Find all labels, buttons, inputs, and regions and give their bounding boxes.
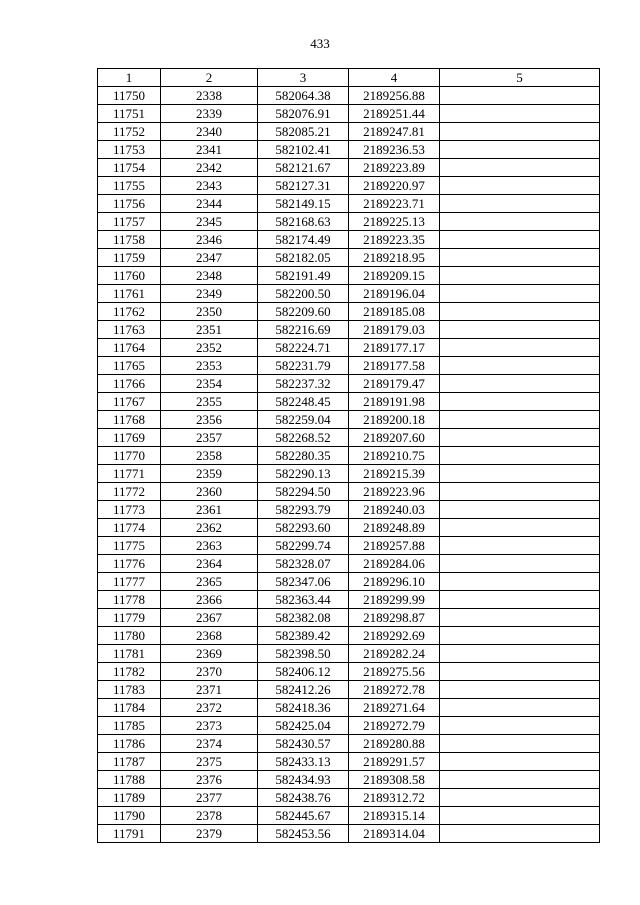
table-row — [98, 249, 600, 267]
table-cell-col-5 — [440, 123, 600, 141]
table-cell-col-4: 2189308.58 — [349, 771, 440, 789]
table-cell-col-4: 2189299.99 — [349, 591, 440, 609]
table-cell-col-2: 2340 — [161, 123, 258, 141]
column-header-1: 1 — [98, 69, 161, 87]
table-cell-col-4: 2189207.60 — [349, 429, 440, 447]
table-row — [98, 501, 600, 519]
table-cell-col-1: 11763 — [98, 321, 161, 339]
table-cell-col-3: 582200.50 — [258, 285, 349, 303]
table-cell-col-1: 11750 — [98, 87, 161, 105]
table-cell-col-5 — [440, 177, 600, 195]
table-cell-col-5 — [440, 807, 600, 825]
table-cell-col-4: 2189210.75 — [349, 447, 440, 465]
table-cell-col-4: 2189209.15 — [349, 267, 440, 285]
table-cell-col-4: 2189200.18 — [349, 411, 440, 429]
table-cell-col-1: 11791 — [98, 825, 161, 843]
table-cell-col-2: 2338 — [161, 87, 258, 105]
table-cell-col-4: 2189315.14 — [349, 807, 440, 825]
table-cell-col-2: 2367 — [161, 609, 258, 627]
table-cell-col-5 — [440, 357, 600, 375]
table-cell-col-4: 2189312.72 — [349, 789, 440, 807]
table-cell-col-4: 2189282.24 — [349, 645, 440, 663]
table-cell-col-1: 11756 — [98, 195, 161, 213]
table-cell-col-5 — [440, 285, 600, 303]
table-cell-col-2: 2374 — [161, 735, 258, 753]
table-cell-col-1: 11774 — [98, 519, 161, 537]
table-cell-col-2: 2352 — [161, 339, 258, 357]
table-cell-col-1: 11768 — [98, 411, 161, 429]
table-cell-col-5 — [440, 249, 600, 267]
table-cell-col-4: 2189223.96 — [349, 483, 440, 501]
table-cell-col-5 — [440, 501, 600, 519]
table-cell-col-1: 11789 — [98, 789, 161, 807]
table-row — [98, 627, 600, 645]
table-cell-col-3: 582076.91 — [258, 105, 349, 123]
table-row — [98, 231, 600, 249]
table-cell-col-2: 2361 — [161, 501, 258, 519]
table-cell-col-3: 582064.38 — [258, 87, 349, 105]
table-cell-col-1: 11777 — [98, 573, 161, 591]
table-cell-col-2: 2369 — [161, 645, 258, 663]
table-cell-col-5 — [440, 645, 600, 663]
table-row — [98, 339, 600, 357]
table-cell-col-1: 11765 — [98, 357, 161, 375]
table-cell-col-4: 2189292.69 — [349, 627, 440, 645]
table-cell-col-5 — [440, 717, 600, 735]
table-cell-col-5 — [440, 627, 600, 645]
table-cell-col-1: 11780 — [98, 627, 161, 645]
table-cell-col-3: 582299.74 — [258, 537, 349, 555]
table-cell-col-3: 582425.04 — [258, 717, 349, 735]
table-cell-col-5 — [440, 339, 600, 357]
table-row — [98, 87, 600, 105]
table-cell-col-3: 582149.15 — [258, 195, 349, 213]
table-cell-col-2: 2366 — [161, 591, 258, 609]
table-row — [98, 645, 600, 663]
table-cell-col-5 — [440, 159, 600, 177]
table-cell-col-4: 2189191.98 — [349, 393, 440, 411]
table-cell-col-1: 11760 — [98, 267, 161, 285]
table-cell-col-4: 2189271.64 — [349, 699, 440, 717]
table-cell-col-4: 2189251.44 — [349, 105, 440, 123]
table-cell-col-1: 11766 — [98, 375, 161, 393]
table-cell-col-3: 582438.76 — [258, 789, 349, 807]
table-cell-col-4: 2189223.35 — [349, 231, 440, 249]
table-row — [98, 591, 600, 609]
table-cell-col-1: 11753 — [98, 141, 161, 159]
table-cell-col-2: 2353 — [161, 357, 258, 375]
table-cell-col-2: 2373 — [161, 717, 258, 735]
table-cell-col-4: 2189218.95 — [349, 249, 440, 267]
table-cell-col-5 — [440, 141, 600, 159]
table-cell-col-2: 2364 — [161, 555, 258, 573]
table-cell-col-5 — [440, 465, 600, 483]
column-header-5: 5 — [440, 69, 600, 87]
table-cell-col-2: 2363 — [161, 537, 258, 555]
table-cell-col-2: 2348 — [161, 267, 258, 285]
table-cell-col-3: 582268.52 — [258, 429, 349, 447]
table-row — [98, 735, 600, 753]
table-cell-col-3: 582191.49 — [258, 267, 349, 285]
table-cell-col-2: 2372 — [161, 699, 258, 717]
table-row — [98, 753, 600, 771]
table-cell-col-2: 2371 — [161, 681, 258, 699]
table-cell-col-5 — [440, 537, 600, 555]
table-cell-col-2: 2376 — [161, 771, 258, 789]
table-cell-col-3: 582248.45 — [258, 393, 349, 411]
table-cell-col-2: 2365 — [161, 573, 258, 591]
table-cell-col-2: 2355 — [161, 393, 258, 411]
table-body — [98, 87, 600, 843]
table-cell-col-4: 2189296.10 — [349, 573, 440, 591]
table-cell-col-3: 582453.56 — [258, 825, 349, 843]
table-cell-col-4: 2189223.71 — [349, 195, 440, 213]
table-cell-col-1: 11778 — [98, 591, 161, 609]
table-cell-col-5 — [440, 699, 600, 717]
table-row — [98, 537, 600, 555]
table-cell-col-5 — [440, 195, 600, 213]
table-cell-col-5 — [440, 411, 600, 429]
table-cell-col-2: 2379 — [161, 825, 258, 843]
table-cell-col-3: 582280.35 — [258, 447, 349, 465]
table-cell-col-5 — [440, 213, 600, 231]
table-cell-col-2: 2342 — [161, 159, 258, 177]
table-cell-col-3: 582418.36 — [258, 699, 349, 717]
table-cell-col-2: 2351 — [161, 321, 258, 339]
table-cell-col-1: 11761 — [98, 285, 161, 303]
table-cell-col-3: 582224.71 — [258, 339, 349, 357]
table-row — [98, 357, 600, 375]
table-cell-col-3: 582290.13 — [258, 465, 349, 483]
header-row — [98, 69, 600, 87]
table-cell-col-1: 11752 — [98, 123, 161, 141]
table-cell-col-4: 2189185.08 — [349, 303, 440, 321]
table-cell-col-3: 582294.50 — [258, 483, 349, 501]
table-cell-col-3: 582127.31 — [258, 177, 349, 195]
table-cell-col-1: 11779 — [98, 609, 161, 627]
table-cell-col-3: 582168.63 — [258, 213, 349, 231]
table-row — [98, 321, 600, 339]
table-cell-col-4: 2189314.04 — [349, 825, 440, 843]
table-cell-col-2: 2377 — [161, 789, 258, 807]
table-cell-col-2: 2358 — [161, 447, 258, 465]
table-cell-col-4: 2189220.97 — [349, 177, 440, 195]
table-row — [98, 429, 600, 447]
table-cell-col-5 — [440, 681, 600, 699]
table-row — [98, 411, 600, 429]
table-cell-col-5 — [440, 753, 600, 771]
table-cell-col-3: 582121.67 — [258, 159, 349, 177]
column-header-3: 3 — [258, 69, 349, 87]
table-row — [98, 177, 600, 195]
table-cell-col-3: 582216.69 — [258, 321, 349, 339]
table-cell-col-3: 582433.13 — [258, 753, 349, 771]
table-cell-col-2: 2349 — [161, 285, 258, 303]
table-cell-col-5 — [440, 321, 600, 339]
table-cell-col-5 — [440, 735, 600, 753]
table-cell-col-4: 2189280.88 — [349, 735, 440, 753]
table-row — [98, 393, 600, 411]
table-cell-col-4: 2189275.56 — [349, 663, 440, 681]
table-cell-col-4: 2189256.88 — [349, 87, 440, 105]
table-cell-col-1: 11776 — [98, 555, 161, 573]
table-cell-col-4: 2189291.57 — [349, 753, 440, 771]
table-cell-col-1: 11787 — [98, 753, 161, 771]
table-cell-col-3: 582347.06 — [258, 573, 349, 591]
table-cell-col-1: 11764 — [98, 339, 161, 357]
table-cell-col-1: 11762 — [98, 303, 161, 321]
table-cell-col-4: 2189240.03 — [349, 501, 440, 519]
table-cell-col-3: 582231.79 — [258, 357, 349, 375]
table-cell-col-5 — [440, 267, 600, 285]
table-cell-col-1: 11755 — [98, 177, 161, 195]
table-cell-col-1: 11788 — [98, 771, 161, 789]
table-cell-col-5 — [440, 303, 600, 321]
table-row — [98, 447, 600, 465]
table-cell-col-3: 582259.04 — [258, 411, 349, 429]
table-row — [98, 141, 600, 159]
table-row — [98, 123, 600, 141]
table-cell-col-3: 582445.67 — [258, 807, 349, 825]
table-cell-col-1: 11758 — [98, 231, 161, 249]
table-cell-col-3: 582398.50 — [258, 645, 349, 663]
table-cell-col-4: 2189179.03 — [349, 321, 440, 339]
table-cell-col-1: 11785 — [98, 717, 161, 735]
table-cell-col-4: 2189215.39 — [349, 465, 440, 483]
table-cell-col-1: 11782 — [98, 663, 161, 681]
table-cell-col-1: 11783 — [98, 681, 161, 699]
table-row — [98, 375, 600, 393]
table-cell-col-3: 582182.05 — [258, 249, 349, 267]
table-row — [98, 771, 600, 789]
table-cell-col-3: 582293.79 — [258, 501, 349, 519]
table-cell-col-5 — [440, 789, 600, 807]
table-cell-col-4: 2189196.04 — [349, 285, 440, 303]
table-cell-col-2: 2354 — [161, 375, 258, 393]
table-cell-col-2: 2360 — [161, 483, 258, 501]
table-cell-col-2: 2378 — [161, 807, 258, 825]
column-header-4: 4 — [349, 69, 440, 87]
table-cell-col-5 — [440, 825, 600, 843]
table-cell-col-5 — [440, 519, 600, 537]
table-row — [98, 555, 600, 573]
table-cell-col-2: 2357 — [161, 429, 258, 447]
coordinates-table — [97, 68, 600, 843]
table-cell-col-5 — [440, 663, 600, 681]
page-number: 433 — [310, 36, 330, 51]
table-cell-col-3: 582102.41 — [258, 141, 349, 159]
table-cell-col-5 — [440, 429, 600, 447]
table-cell-col-1: 11759 — [98, 249, 161, 267]
table-cell-col-1: 11781 — [98, 645, 161, 663]
table-cell-col-2: 2344 — [161, 195, 258, 213]
table-row — [98, 267, 600, 285]
table-cell-col-4: 2189284.06 — [349, 555, 440, 573]
table-cell-col-1: 11770 — [98, 447, 161, 465]
table-header — [98, 69, 600, 87]
table-cell-col-4: 2189177.58 — [349, 357, 440, 375]
table-row — [98, 789, 600, 807]
table-cell-col-2: 2350 — [161, 303, 258, 321]
table-row — [98, 303, 600, 321]
table-cell-col-5 — [440, 375, 600, 393]
table-row — [98, 465, 600, 483]
table-cell-col-3: 582430.57 — [258, 735, 349, 753]
table-cell-col-3: 582382.08 — [258, 609, 349, 627]
table-cell-col-1: 11775 — [98, 537, 161, 555]
table-row — [98, 825, 600, 843]
table-cell-col-2: 2368 — [161, 627, 258, 645]
table-cell-col-3: 582389.42 — [258, 627, 349, 645]
table-cell-col-4: 2189298.87 — [349, 609, 440, 627]
table-cell-col-5 — [440, 87, 600, 105]
table-cell-col-3: 582412.26 — [258, 681, 349, 699]
table-cell-col-5 — [440, 393, 600, 411]
table-cell-col-4: 2189225.13 — [349, 213, 440, 231]
table-cell-col-3: 582237.32 — [258, 375, 349, 393]
table-row — [98, 195, 600, 213]
table-cell-col-2: 2346 — [161, 231, 258, 249]
table-row — [98, 573, 600, 591]
table-row — [98, 681, 600, 699]
table-row — [98, 609, 600, 627]
table-cell-col-2: 2341 — [161, 141, 258, 159]
table-cell-col-2: 2347 — [161, 249, 258, 267]
table-cell-col-4: 2189247.81 — [349, 123, 440, 141]
table-cell-col-3: 582434.93 — [258, 771, 349, 789]
table-cell-col-3: 582363.44 — [258, 591, 349, 609]
table-cell-col-1: 11757 — [98, 213, 161, 231]
table-cell-col-5 — [440, 771, 600, 789]
table-cell-col-4: 2189236.53 — [349, 141, 440, 159]
table-cell-col-5 — [440, 555, 600, 573]
table-cell-col-3: 582406.12 — [258, 663, 349, 681]
table-row — [98, 105, 600, 123]
table-cell-col-4: 2189248.89 — [349, 519, 440, 537]
table-cell-col-2: 2345 — [161, 213, 258, 231]
table-cell-col-1: 11772 — [98, 483, 161, 501]
table-row — [98, 807, 600, 825]
table-cell-col-2: 2375 — [161, 753, 258, 771]
table-cell-col-4: 2189223.89 — [349, 159, 440, 177]
table-row — [98, 717, 600, 735]
table-cell-col-5 — [440, 231, 600, 249]
table-cell-col-1: 11790 — [98, 807, 161, 825]
table-cell-col-3: 582209.60 — [258, 303, 349, 321]
table-cell-col-4: 2189272.78 — [349, 681, 440, 699]
table-cell-col-1: 11786 — [98, 735, 161, 753]
table-cell-col-4: 2189257.88 — [349, 537, 440, 555]
table-cell-col-4: 2189179.47 — [349, 375, 440, 393]
table-cell-col-3: 582328.07 — [258, 555, 349, 573]
table-cell-col-1: 11773 — [98, 501, 161, 519]
table-cell-col-1: 11754 — [98, 159, 161, 177]
table-row — [98, 699, 600, 717]
column-header-2: 2 — [161, 69, 258, 87]
table-cell-col-4: 2189177.17 — [349, 339, 440, 357]
table-cell-col-2: 2370 — [161, 663, 258, 681]
table-cell-col-1: 11767 — [98, 393, 161, 411]
table-cell-col-5 — [440, 591, 600, 609]
table-cell-col-3: 582085.21 — [258, 123, 349, 141]
table-cell-col-1: 11769 — [98, 429, 161, 447]
table-row — [98, 663, 600, 681]
table-cell-col-1: 11784 — [98, 699, 161, 717]
table-row — [98, 519, 600, 537]
table-cell-col-5 — [440, 105, 600, 123]
table-cell-col-3: 582174.49 — [258, 231, 349, 249]
table-row — [98, 483, 600, 501]
table-cell-col-2: 2359 — [161, 465, 258, 483]
table-cell-col-4: 2189272.79 — [349, 717, 440, 735]
table-cell-col-2: 2343 — [161, 177, 258, 195]
table-cell-col-2: 2356 — [161, 411, 258, 429]
table-cell-col-5 — [440, 573, 600, 591]
table-row — [98, 285, 600, 303]
table-cell-col-2: 2362 — [161, 519, 258, 537]
table-cell-col-5 — [440, 609, 600, 627]
table-row — [98, 159, 600, 177]
table-cell-col-1: 11771 — [98, 465, 161, 483]
table-row — [98, 213, 600, 231]
table-cell-col-3: 582293.60 — [258, 519, 349, 537]
table-cell-col-5 — [440, 447, 600, 465]
table-cell-col-5 — [440, 483, 600, 501]
table-cell-col-2: 2339 — [161, 105, 258, 123]
table-cell-col-1: 11751 — [98, 105, 161, 123]
